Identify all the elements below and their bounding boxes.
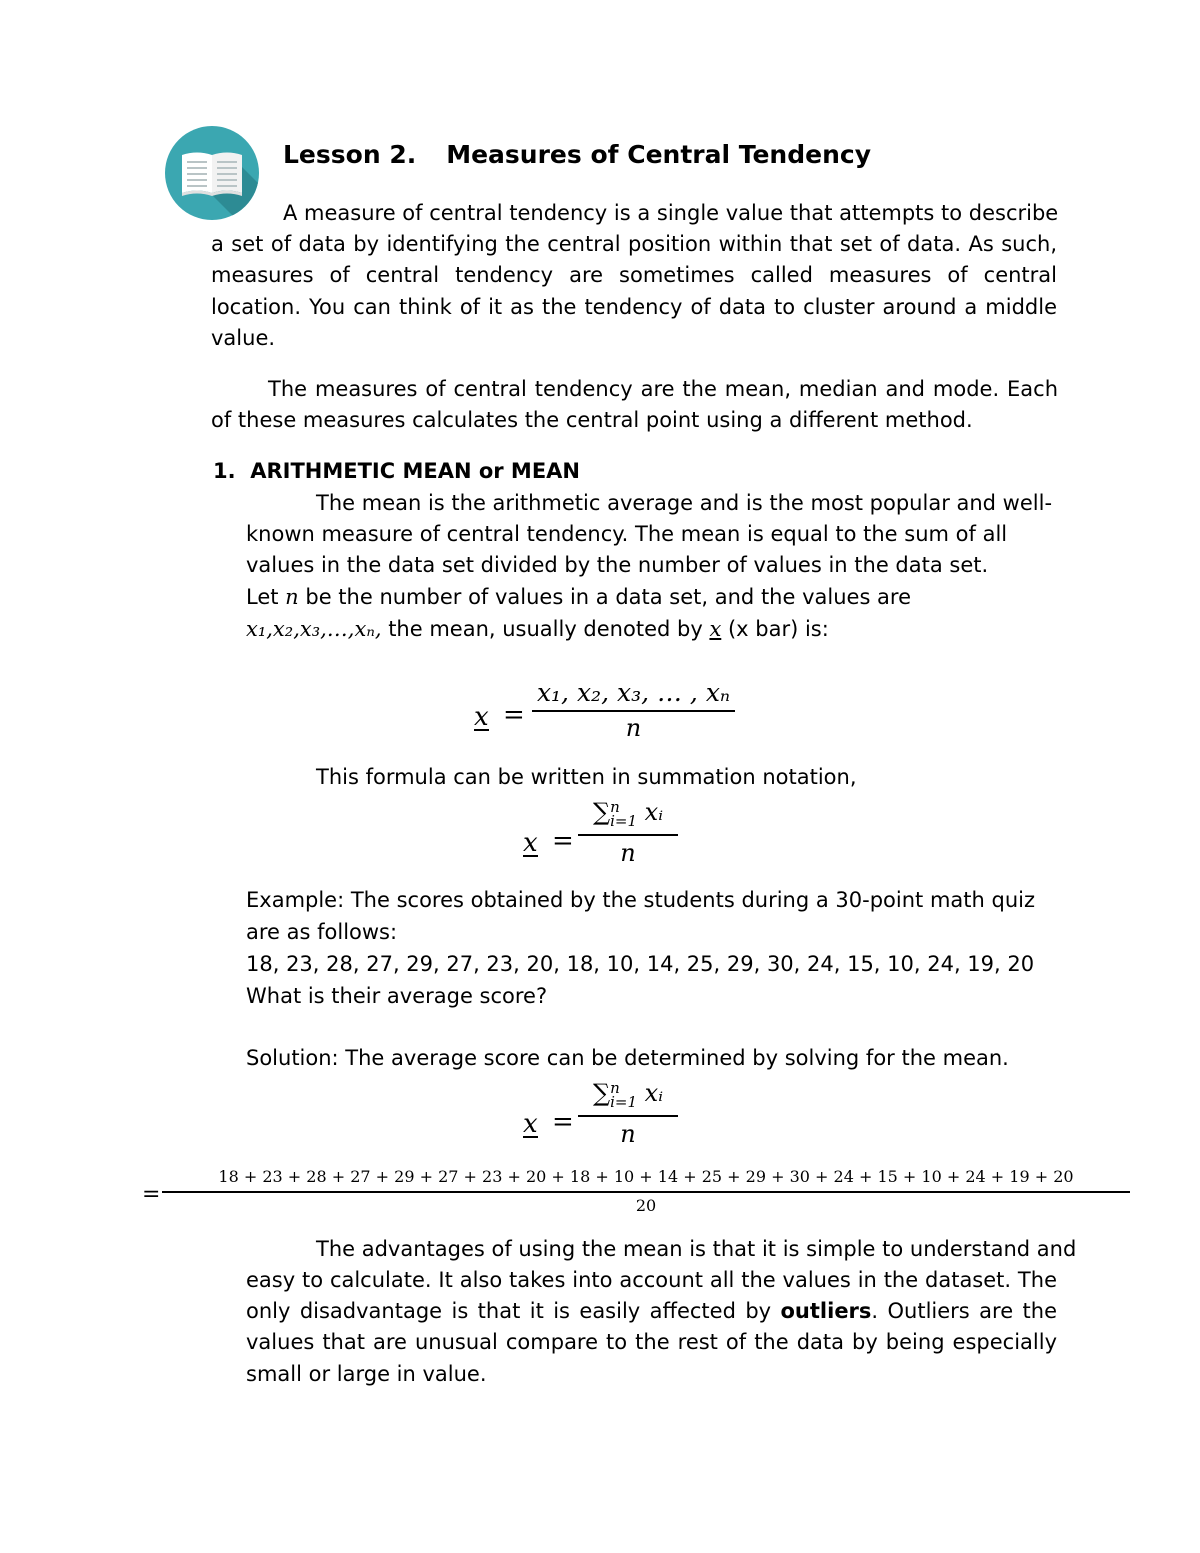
intro-line-5: value.: [211, 326, 276, 350]
summation-intro: This formula can be written in summation notation,: [316, 765, 857, 789]
formula1-denominator: n: [625, 714, 642, 742]
formula2-numerator: [578, 792, 678, 834]
adv-line3-pre: only disadvantage is that it is easily affected by: [246, 1299, 781, 1323]
xbar-symbol: x: [709, 617, 722, 641]
mean-line-4: [246, 585, 911, 609]
example-line-1: Example: The scores obtained by the students during a 30-point math quiz: [246, 888, 1035, 912]
intro-line-3: measures of central tendency are sometimes called measures of central: [211, 263, 1057, 287]
lesson-label: Lesson 2.: [283, 140, 417, 169]
para2-line-1: The measures of central tendency are the mean, median and mode. Each: [268, 377, 1058, 401]
formula4-fraction: [162, 1166, 1130, 1219]
section-heading: [213, 459, 580, 483]
formula2-lhs: x: [523, 828, 538, 858]
lesson-title: [283, 140, 871, 169]
sum-lower: i=1: [610, 811, 638, 830]
mean-line-3: values in the data set divided by the number of values in the data set.: [246, 553, 989, 577]
formula4-numerator: 18 + 23 + 28 + 27 + 29 + 27 + 23 + 20 + 18 + 10 + 14 + 25 + 29 + 30 + 24 + 15 + 10 + 24 + 19 + 20: [218, 1167, 1074, 1186]
let-post: be the number of values in a data set, and the values are: [298, 585, 912, 609]
mean-line-5: [246, 617, 829, 641]
advantages-line-2: easy to calculate. It also takes into account all the values in the dataset. The: [246, 1268, 1057, 1292]
formula2-equals: =: [552, 826, 574, 856]
formula2-denominator: n: [620, 839, 636, 867]
example-line-2: are as follows:: [246, 920, 398, 944]
formula2-fraction: [578, 792, 678, 870]
solution-text: Solution: The average score can be determined by solving for the mean.: [246, 1046, 1009, 1070]
formula3-denominator: n: [620, 1120, 636, 1148]
intro-line-1: A measure of central tendency is a single value that attempts to describe: [283, 201, 1059, 225]
mean-line-1: The mean is the arithmetic average and is the most popular and well-: [316, 491, 1053, 515]
mean-line-2: known measure of central tendency. The mean is equal to the sum of all: [246, 522, 1008, 546]
sum-lower: i=1: [610, 1092, 638, 1111]
sigma-symbol: ∑: [592, 798, 611, 826]
let-var: n: [285, 585, 299, 609]
formula3-numerator: [578, 1073, 678, 1115]
advantages-line-3: [246, 1299, 1057, 1323]
formula1-lhs: x: [474, 702, 489, 732]
formula1-fraction: [532, 678, 735, 744]
lesson-heading: Measures of Central Tendency: [446, 140, 871, 169]
let-pre: Let: [246, 585, 286, 609]
outliers-term: outliers: [780, 1299, 872, 1323]
sigma-symbol: ∑: [592, 1079, 611, 1107]
sum-term: xᵢ: [644, 1079, 664, 1107]
formula1-numerator: x₁, x₂, x₃, … , xₙ: [536, 678, 731, 707]
values-post: the mean, usually denoted by: [381, 617, 710, 641]
section-number: 1.: [213, 459, 236, 483]
advantages-line-5: small or large in value.: [246, 1362, 487, 1386]
sum-upper: n: [610, 797, 620, 816]
values-sequence: x₁,x₂,x₃,…,xₙ,: [246, 617, 382, 641]
formula4-equals: =: [142, 1182, 161, 1207]
section-title: ARITHMETIC MEAN or MEAN: [250, 459, 581, 483]
advantages-line-4: values that are unusual compare to the rest of the data by being especially: [246, 1330, 1057, 1354]
sum-upper: n: [610, 1078, 620, 1097]
formula3-fraction: [578, 1073, 678, 1151]
sum-term: xᵢ: [644, 798, 664, 826]
example-scores: 18, 23, 28, 27, 29, 27, 23, 20, 18, 10, 14, 25, 29, 30, 24, 15, 10, 24, 19, 20: [246, 952, 1035, 976]
adv-line3-post: . Outliers are the: [871, 1299, 1057, 1323]
formula3-lhs: x: [523, 1109, 538, 1139]
formula3-equals: =: [552, 1107, 574, 1137]
intro-line-4: location. You can think of it as the tendency of data to cluster around a middle: [211, 295, 1057, 319]
book-icon: [164, 125, 260, 221]
formula4-denominator: 20: [635, 1196, 657, 1215]
para2-line-2: of these measures calculates the central point using a different method.: [211, 408, 973, 432]
example-question: What is their average score?: [246, 984, 548, 1008]
formula1-equals: =: [503, 700, 525, 730]
advantages-line-1: The advantages of using the mean is that it is simple to understand and: [316, 1237, 1077, 1261]
xbar-post: (x bar) is:: [721, 617, 829, 641]
intro-line-2: a set of data by identifying the central position within that set of data. As such,: [211, 232, 1057, 256]
